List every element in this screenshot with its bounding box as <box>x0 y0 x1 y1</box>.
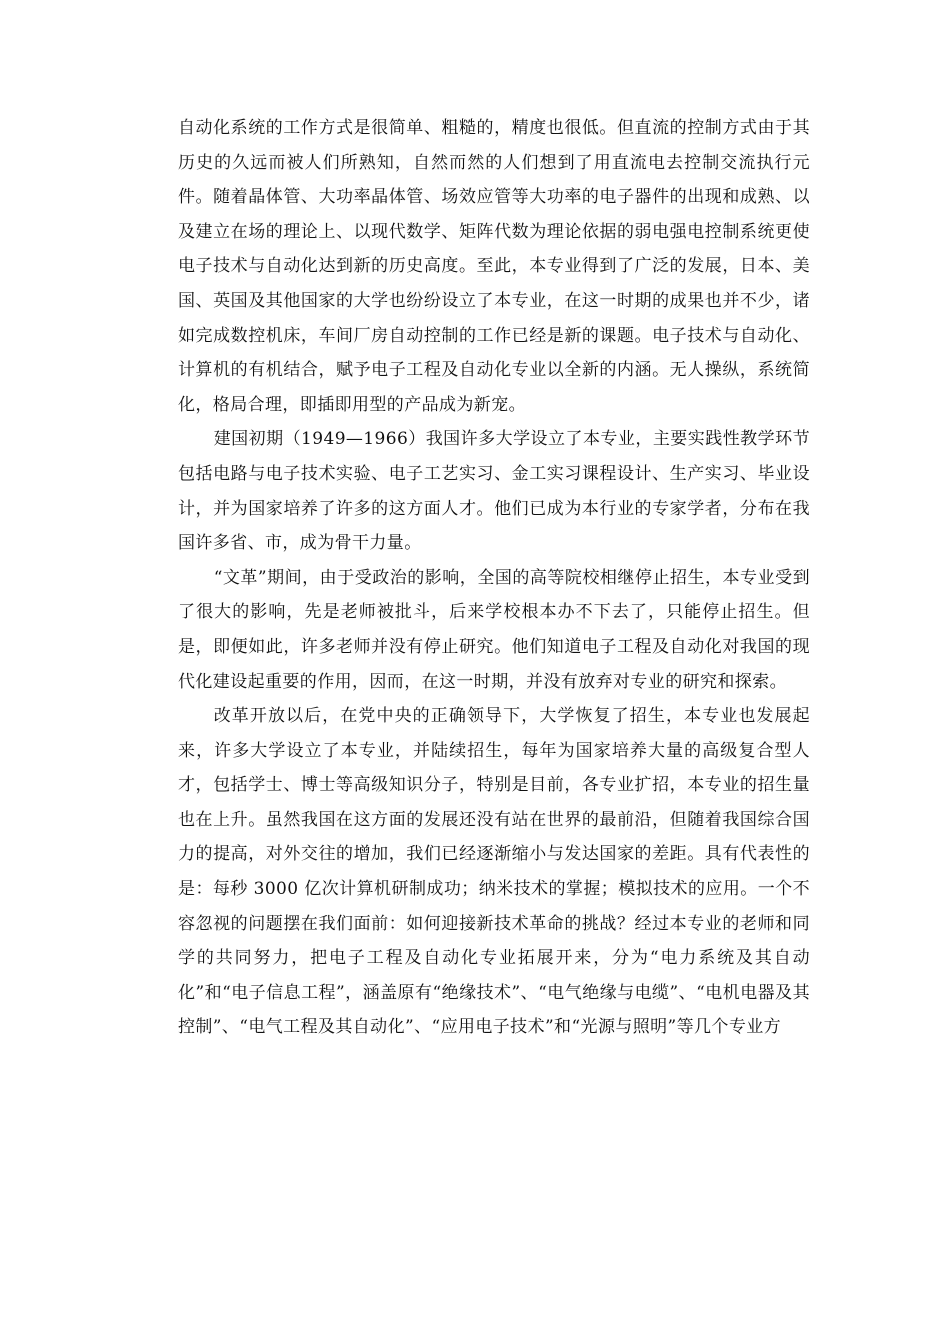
paragraph-founding-period: 建国初期（1949—1966）我国许多大学设立了本专业，主要实践性教学环节包括电路与电子技术实验、电子工艺实习、金工实习课程设计、生产实习、毕业设计，并为国家培养了许多的这方面人才。他们已成为本行业的专家学者，分布在我国许多省、市，成为骨干力量。 <box>178 429 810 554</box>
paragraph-reform-opening: 改革开放以后，在党中央的正确领导下，大学恢复了招生，本专业也发展起来，许多大学设立了本专业，并陆续招生，每年为国家培养大量的高级复合型人才，包括学士、博士等高级知识分子，特别是目前，各专业扩招，本专业的招生量也在上升。虽然我国在这方面的发展还没有站在世界的最前沿，但随着我国综合国力的提高，对外交往的增加，我们已经逐渐缩小与发达国家的差距。具有代表性的是：每秒 3000 亿次计算机研制成功；纳米技术的掌握；模拟技术的应用。一个不容忽视的问题摆在我们面前：如何迎接新技术革命的挑战？经过本专业的老师和同学的共同努力，把电子工程及自动化专业拓展开来，分为“电力系统及其自动化”和“电子信息工程”，涵盖原有“绝缘技术”、“电气绝缘与电缆”、“电机电器及其控制”、“电气工程及其自动化”、“应用电子技术”和“光源与照明”等几个专业方 <box>178 706 810 1038</box>
paragraph-cultural-revolution: “文革”期间，由于受政治的影响，全国的高等院校相继停止招生，本专业受到了很大的影响，先是老师被批斗，后来学校根本办不下去了，只能停止招生。但是，即便如此，许多老师并没有停止研究。他们知道电子工程及自动化对我国的现代化建设起重要的作用，因而，在这一时期，并没有放弃对专业的研究和探索。 <box>178 567 810 692</box>
paragraph-continued: 自动化系统的工作方式是很简单、粗糙的，精度也很低。但直流的控制方式由于其历史的久远而被人们所熟知，自然而然的人们想到了用直流电去控制交流执行元件。随着晶体管、大功率晶体管、场效应管等大功率的电子器件的出现和成熟、以及建立在场的理论上、以现代数学、矩阵代数为理论依据的弱电强电控制系统更使电子技术与自动化达到新的历史高度。至此，本专业得到了广泛的发展，日本、美国、英国及其他国家的大学也纷纷设立了本专业，在这一时期的成果也并不少，诸如完成数控机床，车间厂房自动控制的工作已经是新的课题。电子技术与自动化、计算机的有机结合，赋予电子工程及自动化专业以全新的内涵。无人操纵，系统简化，格局合理，即插即用型的产品成为新宠。 <box>178 118 810 415</box>
document-body <box>178 111 810 1045</box>
